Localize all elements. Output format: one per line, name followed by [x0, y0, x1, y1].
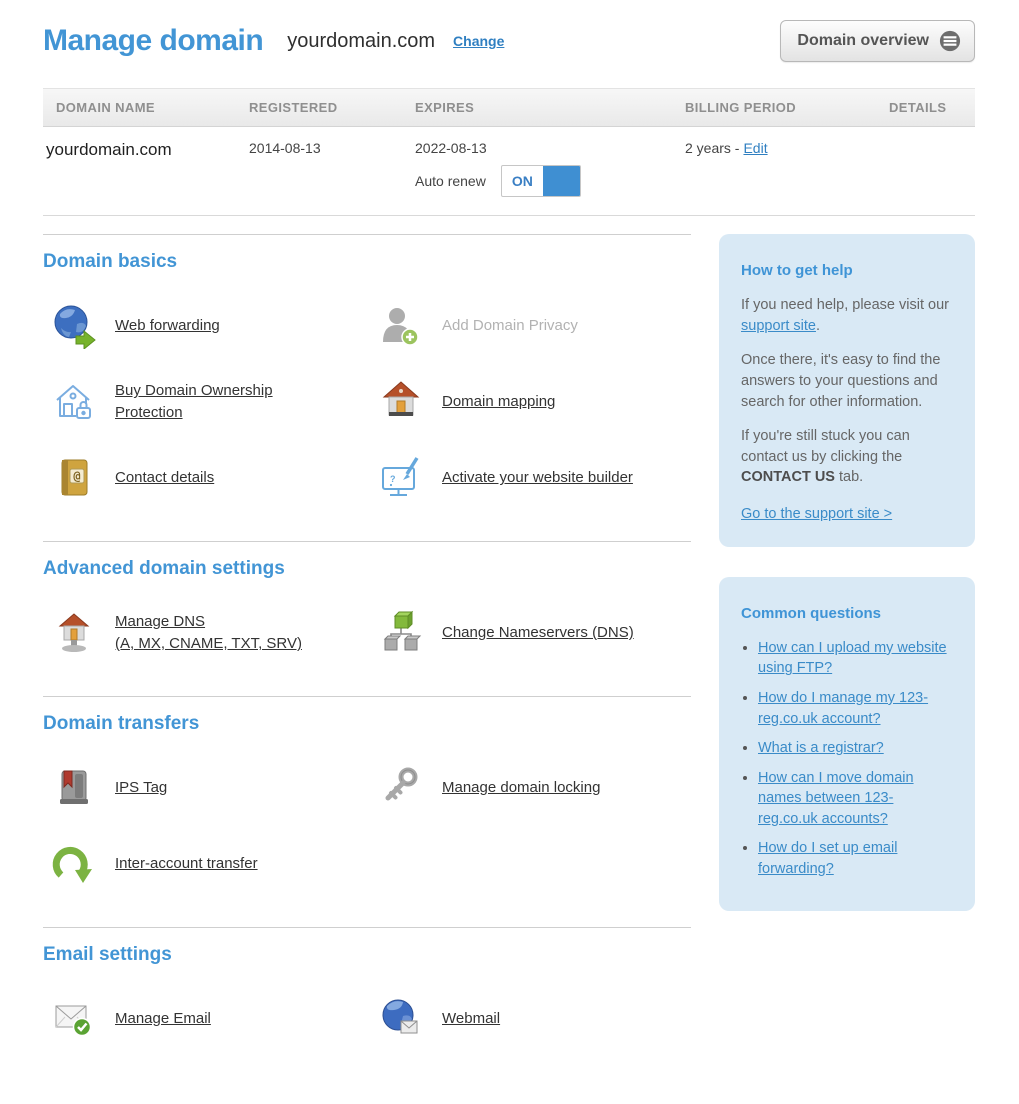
- question-link-ftp-upload[interactable]: How can I upload my website using FTP?: [758, 639, 947, 677]
- common-questions-title: Common questions: [741, 604, 882, 622]
- link-item-change-nameservers[interactable]: [378, 600, 683, 666]
- link-item-activate-website-builder[interactable]: [378, 445, 683, 511]
- link-label: Webmail: [442, 1010, 501, 1028]
- transfer-arrow-icon: [51, 841, 97, 887]
- question-list-item: [758, 638, 953, 679]
- section-title-advanced-domain-settings: Advanced domain settings: [43, 558, 285, 579]
- section-title-domain-transfers: Domain transfers: [43, 713, 200, 734]
- common-questions-box: [719, 577, 975, 911]
- page-title: Manage domain: [43, 24, 264, 57]
- contact-us-emphasis: CONTACT US: [741, 469, 835, 486]
- domain-basics-items: [43, 283, 691, 533]
- question-link-manage-account[interactable]: How do I manage my 123-reg.co.uk account?: [758, 689, 929, 727]
- section-divider: [43, 541, 691, 542]
- envelope-check-icon: [51, 996, 97, 1042]
- help-box: [719, 234, 975, 547]
- auto-renew-row: [415, 165, 672, 197]
- globe-mail-icon: [378, 996, 424, 1042]
- help-box-title: How to get help: [741, 262, 853, 279]
- change-domain-link[interactable]: Change: [453, 33, 505, 49]
- question-link-email-forwarding[interactable]: How do I set up email forwarding?: [758, 840, 898, 877]
- row-expires-date: 2022-08-13: [415, 140, 487, 156]
- link-label: Web forwarding: [115, 317, 220, 335]
- link-label: IPS Tag: [115, 779, 168, 797]
- question-link-move-domains[interactable]: How can I move domain names between 123-reg.co.uk accounts?: [758, 769, 914, 827]
- link-label: Domain mapping: [442, 393, 556, 411]
- link-label: Manage domain locking: [442, 779, 601, 797]
- auto-renew-toggle[interactable]: [501, 165, 581, 197]
- go-to-support-site-link[interactable]: Go to the support site >: [741, 505, 893, 522]
- link-item-ips-tag[interactable]: [51, 755, 356, 821]
- billing-period-value: 2 years -: [685, 140, 740, 156]
- monitor-brush-icon: [378, 455, 424, 501]
- address-book-icon: [51, 455, 97, 501]
- link-label: Buy Domain Ownership Protection: [115, 382, 273, 421]
- domain-transfers-items: [43, 745, 691, 919]
- section-title-email-settings: Email settings: [43, 944, 172, 965]
- auto-renew-label: Auto renew: [415, 173, 486, 189]
- support-site-link[interactable]: support site: [741, 317, 816, 334]
- current-domain: yourdomain.com: [287, 29, 436, 52]
- row-expires-cell: [402, 140, 672, 197]
- question-list-item: [758, 738, 953, 759]
- domain-overview-button[interactable]: [780, 20, 975, 62]
- link-label: Contact details: [115, 469, 215, 487]
- advanced-settings-items: [43, 590, 691, 688]
- section-title-domain-basics: Domain basics: [43, 251, 178, 272]
- help-paragraph-2: Once there, it's easy to find the answers to your questions and search for other information.: [741, 352, 941, 410]
- question-link-what-is-registrar[interactable]: What is a registrar?: [758, 740, 884, 757]
- link-item-inter-account-transfer[interactable]: [51, 831, 356, 897]
- domain-table-header: [43, 88, 975, 127]
- help-paragraph-3: If you're still stuck you can contact us by clicking the CONTACT US tab.: [741, 428, 910, 486]
- cubes-network-icon: [378, 610, 424, 656]
- col-billing-period: BILLING PERIOD: [685, 100, 797, 115]
- domain-settings-column: [43, 234, 691, 1074]
- auto-renew-state: ON: [511, 173, 533, 189]
- row-domain-name: yourdomain.com: [46, 140, 172, 159]
- globe-forward-icon: [51, 303, 97, 349]
- house-lock-icon: [51, 379, 97, 425]
- link-item-webmail[interactable]: [378, 986, 683, 1052]
- person-add-icon: [378, 303, 424, 349]
- common-questions-list: [741, 638, 953, 880]
- svg-text:?: ?: [390, 474, 396, 484]
- link-label: Activate your website builder: [442, 469, 633, 487]
- help-sidebar: [719, 234, 975, 1074]
- help-paragraph-1: If you need help, please visit our support site.: [741, 297, 949, 334]
- link-item-buy-domain-ownership-protection[interactable]: [51, 369, 356, 435]
- link-item-manage-email[interactable]: [51, 986, 356, 1052]
- question-list-item: [758, 688, 953, 729]
- link-label: Add Domain Privacy: [442, 317, 578, 335]
- key-icon: [378, 765, 424, 811]
- svg-text:@: @: [73, 469, 81, 483]
- col-registered: REGISTERED: [249, 100, 338, 115]
- row-billing-cell: [672, 140, 876, 156]
- link-item-manage-dns[interactable]: [51, 600, 356, 666]
- col-expires: EXPIRES: [415, 100, 475, 115]
- row-registered-date: 2014-08-13: [249, 140, 321, 156]
- link-item-contact-details[interactable]: [51, 445, 356, 511]
- question-list-item: [758, 768, 953, 830]
- domain-overview-button-label: Domain overview: [797, 32, 929, 49]
- link-label: Inter-account transfer: [115, 855, 258, 873]
- col-domain-name: DOMAIN NAME: [56, 100, 156, 115]
- page-header: [43, 20, 975, 62]
- section-divider: [43, 927, 691, 928]
- section-divider: [43, 696, 691, 697]
- house-dns-icon: [51, 610, 97, 656]
- domain-table-row: [43, 127, 975, 216]
- link-item-add-domain-privacy: [378, 293, 683, 359]
- link-item-domain-mapping[interactable]: [378, 369, 683, 435]
- menu-circle-icon: [939, 30, 961, 52]
- question-list-item: [758, 838, 953, 879]
- auto-renew-knob: [543, 166, 580, 196]
- link-item-manage-domain-locking[interactable]: [378, 755, 683, 821]
- house-mapping-icon: [378, 379, 424, 425]
- email-settings-items: [43, 976, 691, 1074]
- col-details: DETAILS: [889, 100, 947, 115]
- billing-edit-link[interactable]: Edit: [743, 140, 768, 156]
- link-label: Manage DNS (A, MX, CNAME, TXT, SRV): [115, 613, 302, 652]
- link-label: Change Nameservers (DNS): [442, 624, 634, 642]
- ips-tag-icon: [51, 765, 97, 811]
- link-label: Manage Email: [115, 1010, 211, 1028]
- link-item-web-forwarding[interactable]: [51, 293, 356, 359]
